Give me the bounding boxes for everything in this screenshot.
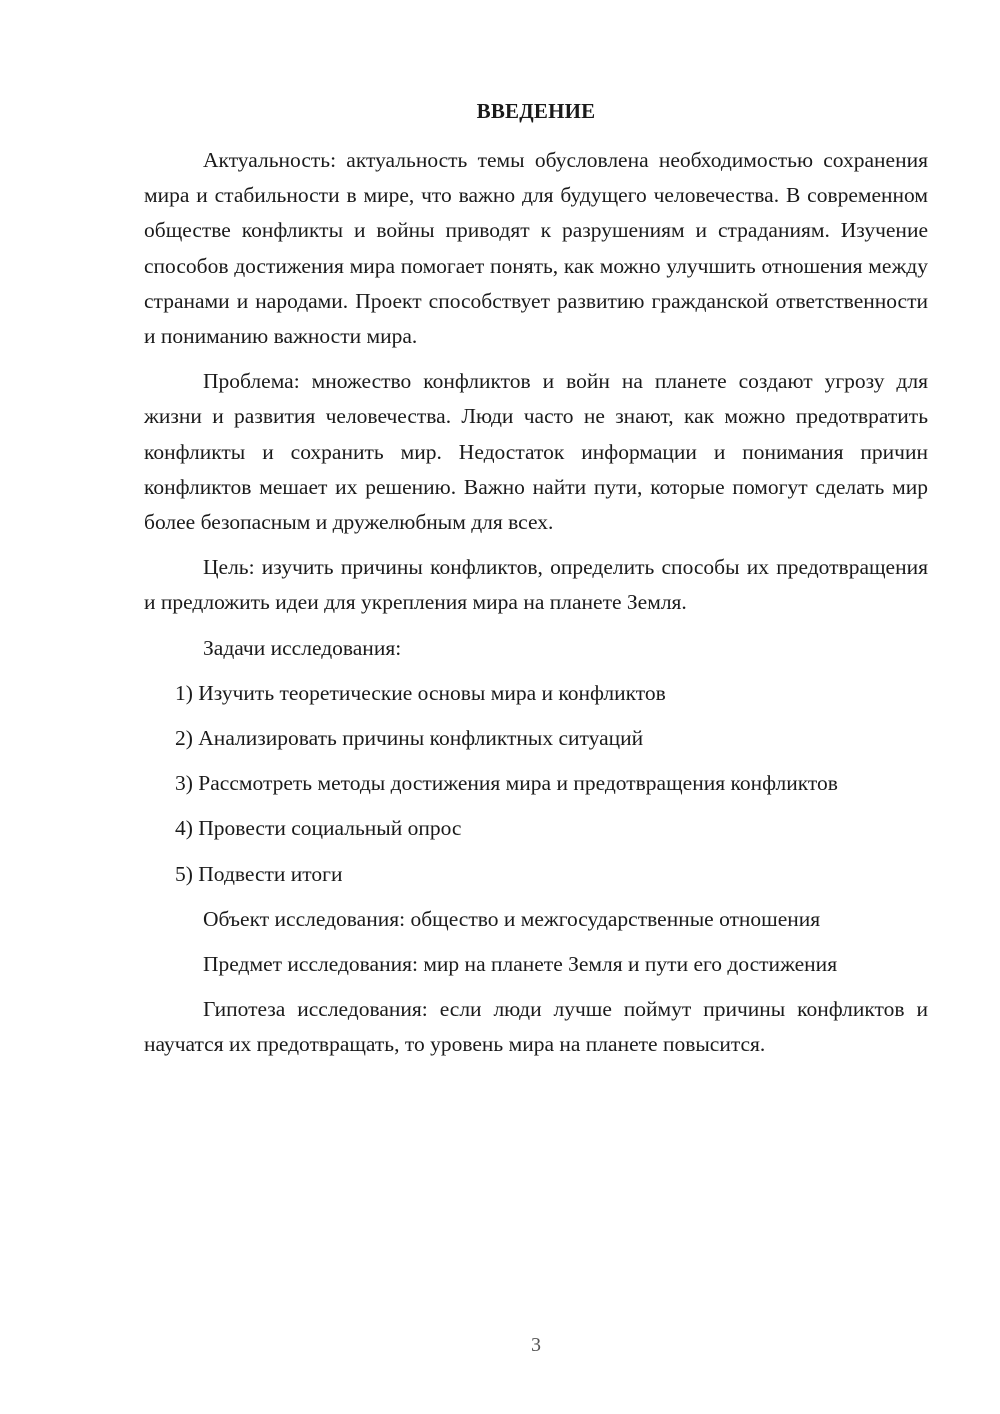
problem-paragraph: Проблема: множество конфликтов и войн на планете создают угрозу для жизни и развития человечества. Люди часто не знают, как можно предотвратить конфликты и сохранить мир. Недостаток информации и понимания причин конфликтов мешает их решению. Важно найти пути, которые помогут сделать мир более безопасным и дружелюбным для всех.: [144, 369, 928, 535]
document-body: [144, 143, 928, 1073]
tasks-heading: Задачи исследования:: [203, 635, 402, 660]
page-number: 3: [531, 1334, 541, 1356]
task-item-5: 5) Подвести итоги: [175, 861, 343, 886]
object-paragraph: Объект исследования: общество и межгосударственные отношения: [203, 906, 821, 931]
task-item-3: 3) Рассмотреть методы достижения мира и предотвращения конфликтов: [175, 771, 838, 796]
hypothesis-paragraph: Гипотеза исследования: если люди лучше поймут причины конфликтов и научатся их предотвращать, то уровень мира на планете повысится.: [144, 997, 928, 1057]
goal-paragraph: Цель: изучить причины конфликтов, определить способы их предотвращения и предложить идеи для укрепления мира на планете Земля.: [144, 555, 928, 615]
subject-paragraph: Предмет исследования: мир на планете Земля и пути его достижения: [203, 952, 838, 977]
task-item-2: 2) Анализировать причины конфликтных ситуаций: [175, 726, 644, 751]
task-item-1: 1) Изучить теоретические основы мира и конфликтов: [175, 680, 666, 705]
page-title: ВВЕДЕНИЕ: [476, 99, 596, 123]
relevance-paragraph: Актуальность: актуальность темы обусловлена необходимостью сохранения мира и стабильности в мире, что важно для будущего человечества. В современном обществе конфликты и войны приводят к разрушениям и страданиям. Изучение способов достижения мира помогает понять, как можно улучшить отношения между странами и народами. Проект способствует развитию гражданской ответственности и пониманию важности мира.: [144, 148, 928, 349]
task-item-4: 4) Провести социальный опрос: [175, 816, 462, 841]
